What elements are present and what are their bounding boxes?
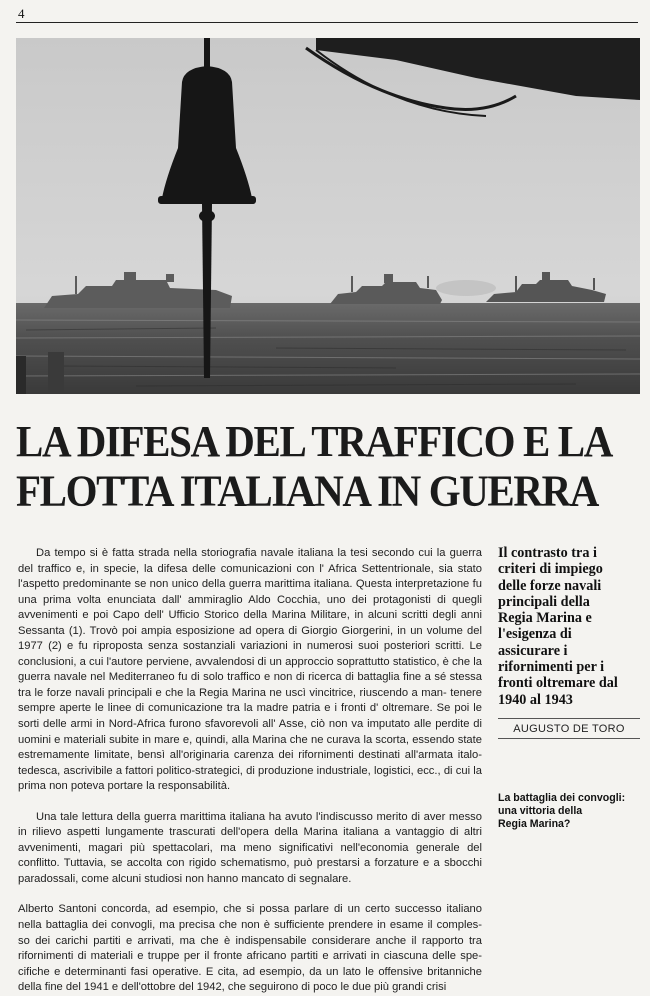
body-line: la guerra navale nel Mediterraneo fu di solo traffico e non di ricerca di battaglia fine a sé <box>18 655 482 684</box>
body-line: conclusioni, a cui l'autore perviene, avvalendosi di un approccio soprattutto statistico, è che <box>18 655 474 668</box>
body-line: del traffico e, in specie, la difesa delle comunicazioni con l' Africa Settentrionale, sia stato <box>18 562 482 575</box>
body-paragraph <box>18 546 482 795</box>
body-line: Da tempo si è fatta strada nella storiografia navale italiana la tesi secondo cui la guerra <box>36 547 482 559</box>
body-line: cifiche e determinanti fasi operative. E cita, ad esempio, da un lato le offensive britanniche <box>18 965 482 978</box>
body-line: altri avvenimenti, magari più spettacolari, ma meno significativi nell'economia generale del <box>18 826 482 854</box>
body-line: Alberto Santoni concorda, ad esempio, che si possa parlare di un certo successo italiano <box>18 903 482 916</box>
deck-line: l'esigenza di <box>498 626 572 643</box>
page-number: 4 <box>18 6 25 21</box>
body-line: fu una prima volta enunciata dall' ammiraglio Aldo Cocchia, uno dei protagonisti di quegli <box>18 578 482 606</box>
deck-line: principali della <box>498 593 590 610</box>
body-line: poi le sorti delle armi in Nord-Africa furono sfavorevoli all' Asse, ciò non va imputato alle <box>18 702 483 731</box>
body-line: nella battaglia dei convogli, ma precisa che non è sufficiente prendere in esame il comples- <box>18 919 482 932</box>
deck-line: Regia Marina e <box>498 610 592 627</box>
body-line: perdite di uomini e materiali subite in mare e, quindi, alla Marina che ne curava la scorta, <box>18 718 483 746</box>
deck-line: delle forze navali <box>498 577 602 594</box>
headline-line-2: FLOTTA ITALIANA IN GUERRA <box>16 465 599 516</box>
body-line: tenere sempre aperte le linee di comunicazione tra la madre patria e i fronti d' oltremare. Se <box>18 686 482 715</box>
deck-line: criteri di impiego <box>498 561 603 578</box>
body-line: essendo state estremamente limitate, bensì all'originaria carenza dei rifornimenti destinati <box>18 733 482 762</box>
body-paragraph <box>18 810 482 888</box>
body-line: avvenimenti e poi Capo dell' Ufficio Storico della Marina Militare, in alcuni scritti degli anni <box>18 609 482 622</box>
body-line: stessa tra le forze navali principali e che la Regia Marina ne uscì vincitrice, riuscendo a man- <box>18 671 482 699</box>
body-line: rifornimenti di materiali e truppe per il fronte africano partiti e arrivati in ciascuna delle spe- <box>18 950 482 963</box>
body-line: 1977 (2) e fu riproposta senza sostanziali variazioni in numerosi suoi posteriori scritti. Le <box>18 640 482 653</box>
convoy-photograph <box>16 38 640 394</box>
body-paragraph <box>18 902 482 995</box>
section-subhead <box>498 792 638 831</box>
deck-line: rifornimenti per i <box>498 659 605 676</box>
deck-line: Il contrasto tra i <box>498 545 597 561</box>
author-byline: AUGUSTO DE TORO <box>513 722 625 735</box>
subhead-line: una vittoria della <box>498 805 583 817</box>
body-line: della fine del 1941 e dell'ottobre del 1942, che seguirono di poco le due più grandi crisi <box>18 981 447 994</box>
article-deck <box>498 545 640 708</box>
body-line: messo in rilievo aspetti lungamente trascurati dell'opera della Marina italiana a vantaggio di <box>18 810 482 839</box>
body-line: logistici, ecc., di cui la prima non poteva portare la responsabilità. <box>18 764 482 793</box>
body-line: Una tale lettura della guerra marittima italiana ha avuto l'indiscusso merito di aver <box>36 810 450 823</box>
header-rule <box>16 22 638 23</box>
headline-line-1: LA DIFESA DEL TRAFFICO E LA <box>16 416 612 466</box>
body-line: Sessanta (1). Trovò poi ampia esposizione ad opera di Giorgio Giorgerini, in un volume del <box>18 624 482 637</box>
body-line: paradossali, come alcuni studiosi non hanno mancato di segnalare. <box>18 872 352 885</box>
body-line: so dei carichi partiti e arrivati, ma che è indispensabile considerare anche il rapporto tra <box>18 934 482 947</box>
deck-line: fronti oltremare dal <box>498 675 618 692</box>
sidebar <box>498 545 640 739</box>
body-line: all'armata italo-tedesca, ascrivibile a fattori politico-strategici, di produzione industriale, <box>18 749 482 777</box>
body-line: l'aspetto predominante se non unico della guerra marittima italiana. Questa interpretazione <box>18 578 473 591</box>
deck-line: 1940 al 1943 <box>498 691 573 708</box>
article-headline <box>16 416 638 515</box>
deck-line: assicurare i <box>498 642 568 659</box>
article-body <box>18 546 482 996</box>
subhead-line: La battaglia dei convogli: <box>498 792 626 804</box>
body-line: conflitto. Tuttavia, se accolta con rigido schematismo, può prestarsi a forzature e a sbocchi <box>18 857 482 870</box>
author-rule-bottom <box>498 738 640 739</box>
subhead-line: Regia Marina? <box>498 818 571 830</box>
